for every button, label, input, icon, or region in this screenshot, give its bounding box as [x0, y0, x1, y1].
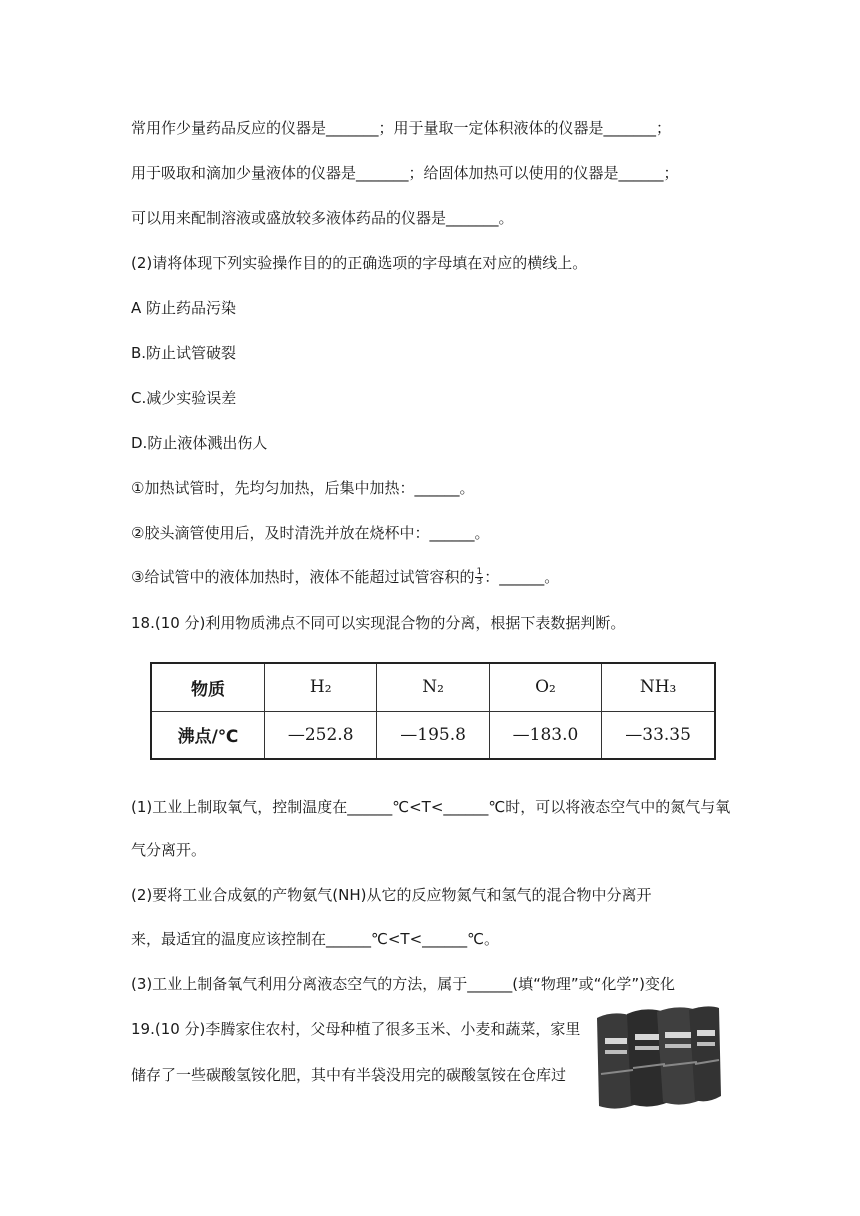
question-line: 用于吸取和滴加少量液体的仪器是_______；给固体加热可以使用的仪器是______；: [131, 164, 679, 182]
table-cell: H₂: [265, 663, 377, 711]
boiling-point-table: [150, 662, 716, 760]
question-19-title: 19.(10 分)李腾家住农村，父母种植了很多玉米、小麦和蔬菜，家里: [131, 1020, 581, 1038]
fertilizer-bags-photo: [593, 1004, 723, 1116]
question-line: (3)工业上制备氧气利用分离液态空气的方法，属于______(填“物理”或“化学”)变化: [131, 975, 676, 993]
table-row: [151, 663, 715, 711]
table-row: [151, 711, 715, 759]
question-line: 储存了一些碳酸氢铵化肥，其中有半袋没用完的碳酸氢铵在仓库过: [131, 1066, 567, 1084]
question-line: 气分离开。: [131, 841, 207, 859]
question-line: 可以用来配制溶液或盛放较多液体药品的仪器是_______。: [131, 209, 514, 227]
sub-question-1: ①加热试管时，先均匀加热，后集中加热：______。: [131, 479, 475, 497]
question-line: (2)请将体现下列实验操作目的的正确选项的字母填在对应的横线上。: [131, 254, 588, 272]
sub-question-3: [131, 567, 559, 587]
option-c: C.减少实验误差: [131, 389, 237, 407]
table-cell: N₂: [377, 663, 489, 711]
table-cell: —252.8: [265, 711, 377, 759]
question-18-title: 18.(10 分)利用物质沸点不同可以实现混合物的分离，根据下表数据判断。: [131, 614, 626, 632]
fraction-numerator: 1: [476, 567, 483, 577]
option-b: B.防止试管破裂: [131, 344, 237, 362]
sub-question-2: ②胶头滴管使用后，及时清洗并放在烧杯中：______。: [131, 524, 490, 542]
table-header-cell: 物质: [151, 663, 265, 711]
option-d: D.防止液体溅出伤人: [131, 434, 268, 452]
fraction-denominator: 3: [476, 577, 483, 587]
table-cell: NH₃: [602, 663, 715, 711]
question-line: 常用作少量药品反应的仪器是_______；用于量取一定体积液体的仪器是_______；: [131, 119, 672, 137]
table-cell: —183.0: [489, 711, 601, 759]
fraction: [475, 568, 483, 587]
table-header-cell: 沸点/℃: [151, 711, 265, 759]
table-cell: —195.8: [377, 711, 489, 759]
sub-question-3-blank: ：______。: [484, 568, 560, 586]
sub-question-3-text: ③给试管中的液体加热时，液体不能超过试管容积的: [131, 568, 475, 586]
table-cell: —33.35: [602, 711, 715, 759]
question-line: 来，最适宜的温度应该控制在______℃<T<______℃。: [131, 930, 499, 948]
question-line: (2)要将工业合成氨的产物氨气(NH)从它的反应物氮气和氢气的混合物中分离开: [131, 886, 652, 904]
question-line: (1)工业上制取氧气，控制温度在______℃<T<______℃时，可以将液态空气中的氮气与氧: [131, 798, 731, 816]
option-a: A 防止药品污染: [131, 299, 237, 317]
table-cell: O₂: [489, 663, 601, 711]
